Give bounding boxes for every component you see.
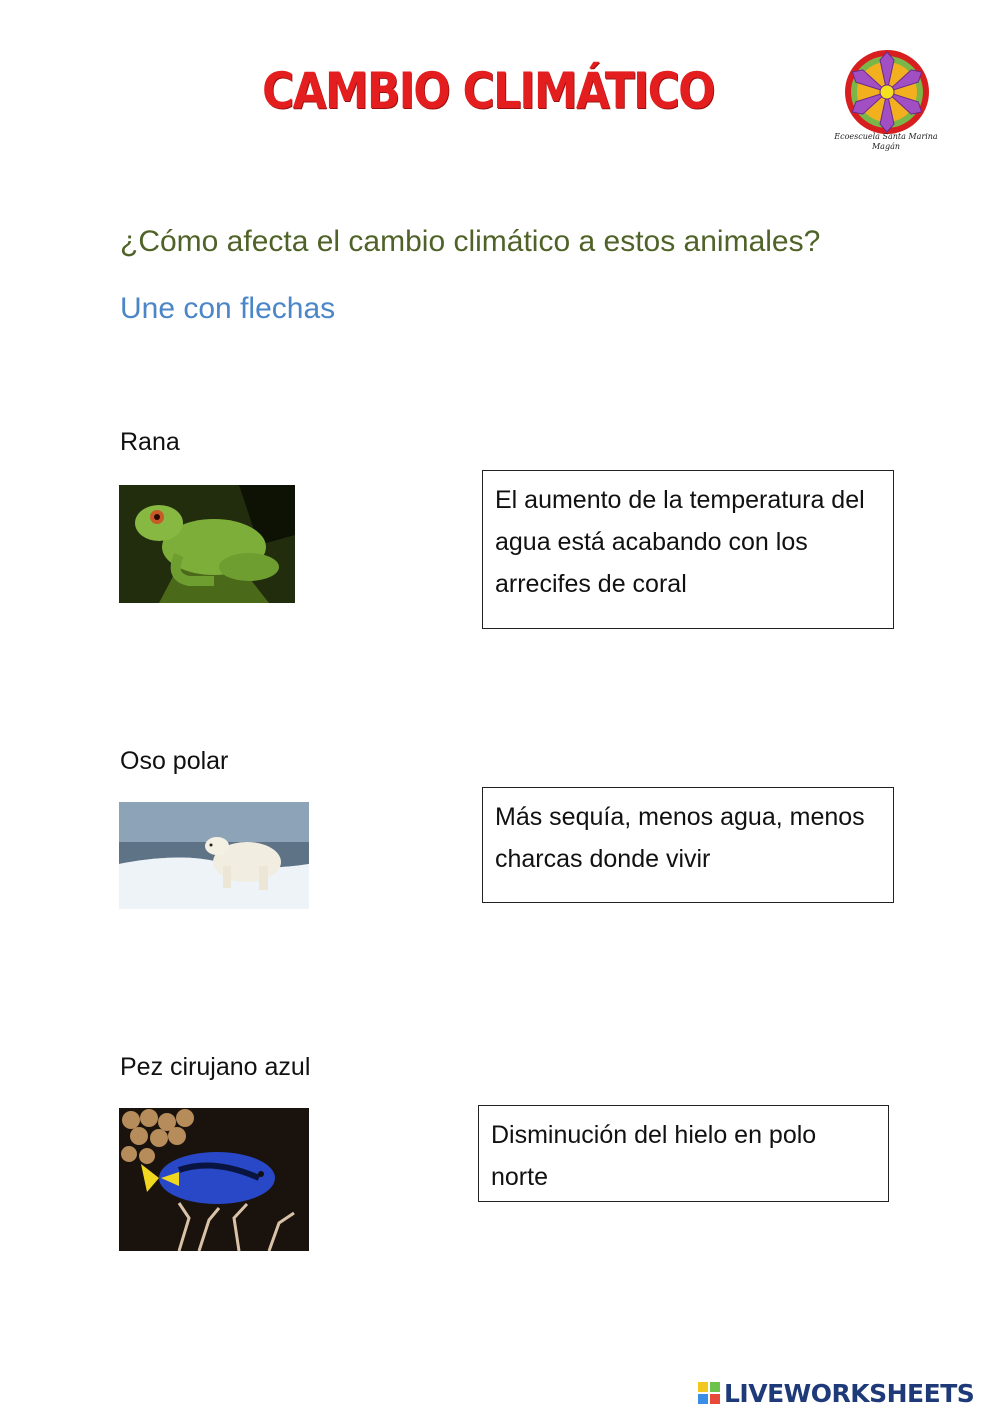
blue-tang-fish-photo[interactable] — [119, 1108, 309, 1251]
effect-box-coral[interactable] — [482, 470, 894, 629]
footer-brand — [698, 1376, 974, 1410]
footer-brand-text: LIVEWORKSHEETS — [724, 1378, 975, 1408]
effect-box-hielo[interactable] — [478, 1105, 889, 1202]
logo-caption-line2: Magán — [871, 142, 900, 151]
effect-text-sequia: Más sequía, menos agua, menos charcas donde vivir — [495, 803, 865, 873]
animal-label-oso-polar: Oso polar — [120, 747, 229, 775]
instruction-text: Une con flechas — [120, 292, 336, 325]
logo-caption — [826, 132, 946, 152]
logo-caption-line1: Ecoescuela Santa Marina — [834, 132, 938, 141]
page-title: CAMBIO CLIMÁTICO — [262, 62, 714, 120]
animal-label-rana: Rana — [120, 428, 180, 456]
polar-bear-photo[interactable] — [119, 802, 309, 909]
question-heading: ¿Cómo afecta el cambio climático a estos animales? — [120, 225, 821, 258]
frog-photo[interactable] — [119, 485, 295, 603]
effect-text-hielo: Disminución del hielo en polo norte — [491, 1121, 817, 1191]
animal-label-pez-cirujano-azul: Pez cirujano azul — [120, 1053, 311, 1081]
effect-text-coral: El aumento de la temperatura del agua está acabando con los arrecifes de coral — [495, 486, 865, 598]
liveworksheets-logo-icon — [698, 1382, 720, 1404]
effect-box-sequia[interactable] — [482, 787, 894, 903]
